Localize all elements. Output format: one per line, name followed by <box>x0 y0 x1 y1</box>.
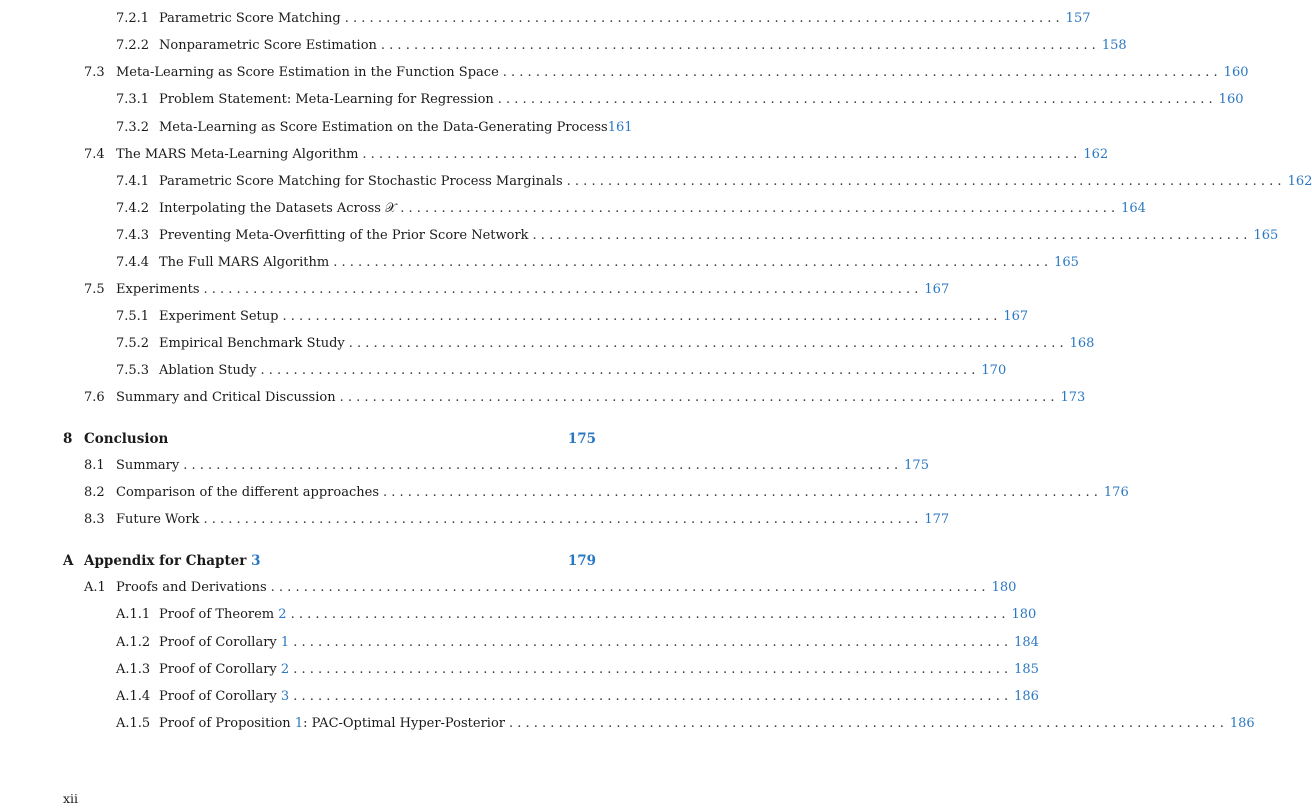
entry-number: 8.3 <box>84 512 105 527</box>
entry-number: 7.2.1 <box>116 11 150 26</box>
toc-entry[interactable] <box>116 120 633 136</box>
entry-number: 7.3.2 <box>116 120 150 135</box>
entry-title: The MARS Meta-Learning Algorithm <box>116 147 359 162</box>
toc-entry[interactable] <box>84 580 1017 596</box>
entry-page-link[interactable]: 180 <box>1011 607 1037 622</box>
entry-title: Preventing Meta-Overfitting of the Prior Score Network <box>159 228 529 243</box>
entry-number: 7.5.1 <box>116 309 150 324</box>
toc-entry[interactable] <box>116 255 1079 271</box>
entry-title: Proof of Theorem 2 <box>159 607 287 622</box>
toc-entry[interactable] <box>84 147 1109 163</box>
entry-number: 7.4.2 <box>116 201 150 216</box>
entry-page-link[interactable]: 160 <box>1218 92 1244 107</box>
entry-number: 8.1 <box>84 458 105 473</box>
corollary-ref-link[interactable]: 1 <box>280 635 290 650</box>
entry-title: Problem Statement: Meta-Learning for Regression <box>159 92 494 107</box>
dot-leader <box>267 580 992 596</box>
toc-entry[interactable] <box>116 689 1039 705</box>
dot-leader <box>494 92 1219 108</box>
dot-leader <box>358 147 1083 163</box>
entry-number: 7.2.2 <box>116 38 150 53</box>
dot-leader <box>289 635 1014 651</box>
entry-title: Empirical Benchmark Study <box>159 336 345 351</box>
chapter-title: Conclusion <box>84 431 169 447</box>
entry-page-link[interactable]: 162 <box>1287 174 1312 189</box>
entry-title: Proof of Proposition 1: PAC-Optimal Hyper-Posterior <box>159 716 505 731</box>
chapter-ref-link[interactable]: 3 <box>251 553 261 569</box>
entry-number: 7.4 <box>84 147 105 162</box>
entry-page-link[interactable]: 184 <box>1014 635 1039 650</box>
entry-page-link[interactable]: 167 <box>924 282 950 297</box>
toc-entry[interactable] <box>116 662 1039 678</box>
entry-title: Experiment Setup <box>159 309 279 324</box>
dot-leader <box>329 255 1054 271</box>
entry-number: 7.4.4 <box>116 255 150 270</box>
entry-number: 7.5.2 <box>116 336 150 351</box>
chapter-page-link[interactable]: 179 <box>567 553 596 569</box>
entry-page-link[interactable]: 175 <box>904 458 929 473</box>
theorem-ref-link[interactable]: 2 <box>278 607 287 622</box>
dot-leader <box>289 662 1014 678</box>
toc-entry[interactable] <box>116 363 1007 379</box>
entry-number: 8.2 <box>84 485 105 500</box>
entry-number: 7.4.3 <box>116 228 150 243</box>
entry-page-link[interactable]: 165 <box>1054 255 1079 270</box>
dot-leader <box>336 390 1061 406</box>
dot-leader <box>529 228 1254 244</box>
entry-title: Experiments <box>116 282 200 297</box>
entry-title: Future Work <box>116 512 200 527</box>
entry-page-link[interactable]: 186 <box>1229 716 1255 731</box>
corollary-ref-link[interactable]: 2 <box>280 662 290 677</box>
chapter-number: A <box>63 553 74 569</box>
dot-leader <box>377 38 1102 54</box>
dot-leader <box>257 363 982 379</box>
entry-title: Summary <box>116 458 180 473</box>
entry-number: 7.5.3 <box>116 363 150 378</box>
toc-entry[interactable] <box>84 282 950 298</box>
dot-leader <box>345 336 1070 352</box>
entry-title: Comparison of the different approaches <box>116 485 379 500</box>
entry-page-link[interactable]: 165 <box>1253 228 1279 243</box>
dot-leader <box>505 716 1230 732</box>
entry-number: A.1.3 <box>116 662 151 677</box>
dot-leader <box>199 512 924 528</box>
dot-leader <box>396 201 1121 217</box>
toc-entry[interactable] <box>84 458 929 474</box>
dot-leader <box>563 174 1288 190</box>
entry-number: A.1.1 <box>116 607 151 622</box>
entry-title: Proof of Corollary 3 <box>159 689 290 704</box>
entry-title: The Full MARS Algorithm <box>159 255 330 270</box>
dot-leader <box>341 11 1066 27</box>
entry-title: Meta-Learning as Score Estimation in the Function Space <box>116 65 499 80</box>
entry-title: Nonparametric Score Estimation <box>159 38 377 53</box>
toc-entry[interactable] <box>116 92 1244 108</box>
entry-page-link[interactable]: 168 <box>1069 336 1095 351</box>
dot-leader <box>289 689 1014 705</box>
entry-page-link[interactable]: 157 <box>1065 11 1091 26</box>
toc-entry[interactable] <box>84 390 1086 406</box>
toc-entry[interactable] <box>84 65 1249 81</box>
entry-number: 7.4.1 <box>116 174 150 189</box>
dot-leader <box>379 485 1104 501</box>
entry-page-link[interactable]: 185 <box>1014 662 1039 677</box>
entry-page-link[interactable]: 176 <box>1103 485 1129 500</box>
entry-title: Summary and Critical Discussion <box>116 390 336 405</box>
toc-entry[interactable] <box>116 607 1037 623</box>
toc-entry[interactable] <box>116 716 1255 732</box>
toc-entry[interactable] <box>116 201 1146 217</box>
entry-page-link[interactable]: 180 <box>991 580 1017 595</box>
entry-title: Proof of Corollary 1 <box>159 635 290 650</box>
entry-page-link[interactable]: 173 <box>1060 390 1086 405</box>
dot-leader <box>278 309 1003 325</box>
entry-title: Ablation Study <box>159 363 257 378</box>
entry-title: Meta-Learning as Score Estimation on the Data-Generating Process <box>159 120 608 135</box>
dot-leader <box>499 65 1224 81</box>
entry-number: 7.3 <box>84 65 105 80</box>
entry-page-link[interactable]: 186 <box>1014 689 1039 704</box>
chapter-page-link[interactable]: 175 <box>567 431 596 447</box>
toc-entry[interactable] <box>116 635 1039 651</box>
entry-page-link[interactable]: 177 <box>924 512 950 527</box>
entry-title: Proof of Corollary 2 <box>159 662 290 677</box>
toc-entry[interactable] <box>116 228 1279 244</box>
entry-number: 7.3.1 <box>116 92 150 107</box>
entry-number: A.1 <box>84 580 106 595</box>
entry-page-link[interactable]: 170 <box>981 363 1007 378</box>
entry-number: A.1.2 <box>116 635 151 650</box>
toc-chapter-entry[interactable] <box>63 431 596 447</box>
dot-leader <box>179 458 904 474</box>
toc-entry[interactable] <box>116 174 1312 190</box>
chapter-title: Appendix for Chapter 3 <box>84 553 261 569</box>
entry-page-link[interactable]: 167 <box>1003 309 1029 324</box>
toc-entry[interactable] <box>116 38 1127 54</box>
entry-title: Interpolating the Datasets Across 𝒳 <box>159 201 397 216</box>
entry-title: Proofs and Derivations <box>116 580 267 595</box>
entry-title: Parametric Score Matching <box>159 11 341 26</box>
chapter-number: 8 <box>63 431 73 447</box>
entry-number: 7.6 <box>84 390 105 405</box>
toc-entry[interactable] <box>116 11 1091 27</box>
proposition-ref-link[interactable]: 1 <box>294 716 304 731</box>
entry-page-link[interactable]: 160 <box>1223 65 1249 80</box>
corollary-ref-link[interactable]: 3 <box>280 689 290 704</box>
toc-chapter-entry[interactable] <box>63 553 596 569</box>
entry-page-link[interactable]: 164 <box>1121 201 1146 216</box>
page-number-footer: xii <box>63 791 79 806</box>
entry-number: A.1.4 <box>116 689 151 704</box>
entry-page-link[interactable]: 161 <box>607 120 633 135</box>
toc-entry[interactable] <box>116 309 1029 325</box>
entry-page-link[interactable]: 158 <box>1101 38 1127 53</box>
entry-page-link[interactable]: 162 <box>1083 147 1109 162</box>
dot-leader <box>200 282 925 298</box>
entry-number: A.1.5 <box>116 716 151 731</box>
entry-title: Parametric Score Matching for Stochastic Process Marginals <box>159 174 563 189</box>
toc-entry[interactable] <box>116 336 1095 352</box>
toc-entry[interactable] <box>84 512 950 528</box>
entry-number: 7.5 <box>84 282 105 297</box>
dot-leader <box>287 607 1012 623</box>
toc-entry[interactable] <box>84 485 1129 501</box>
